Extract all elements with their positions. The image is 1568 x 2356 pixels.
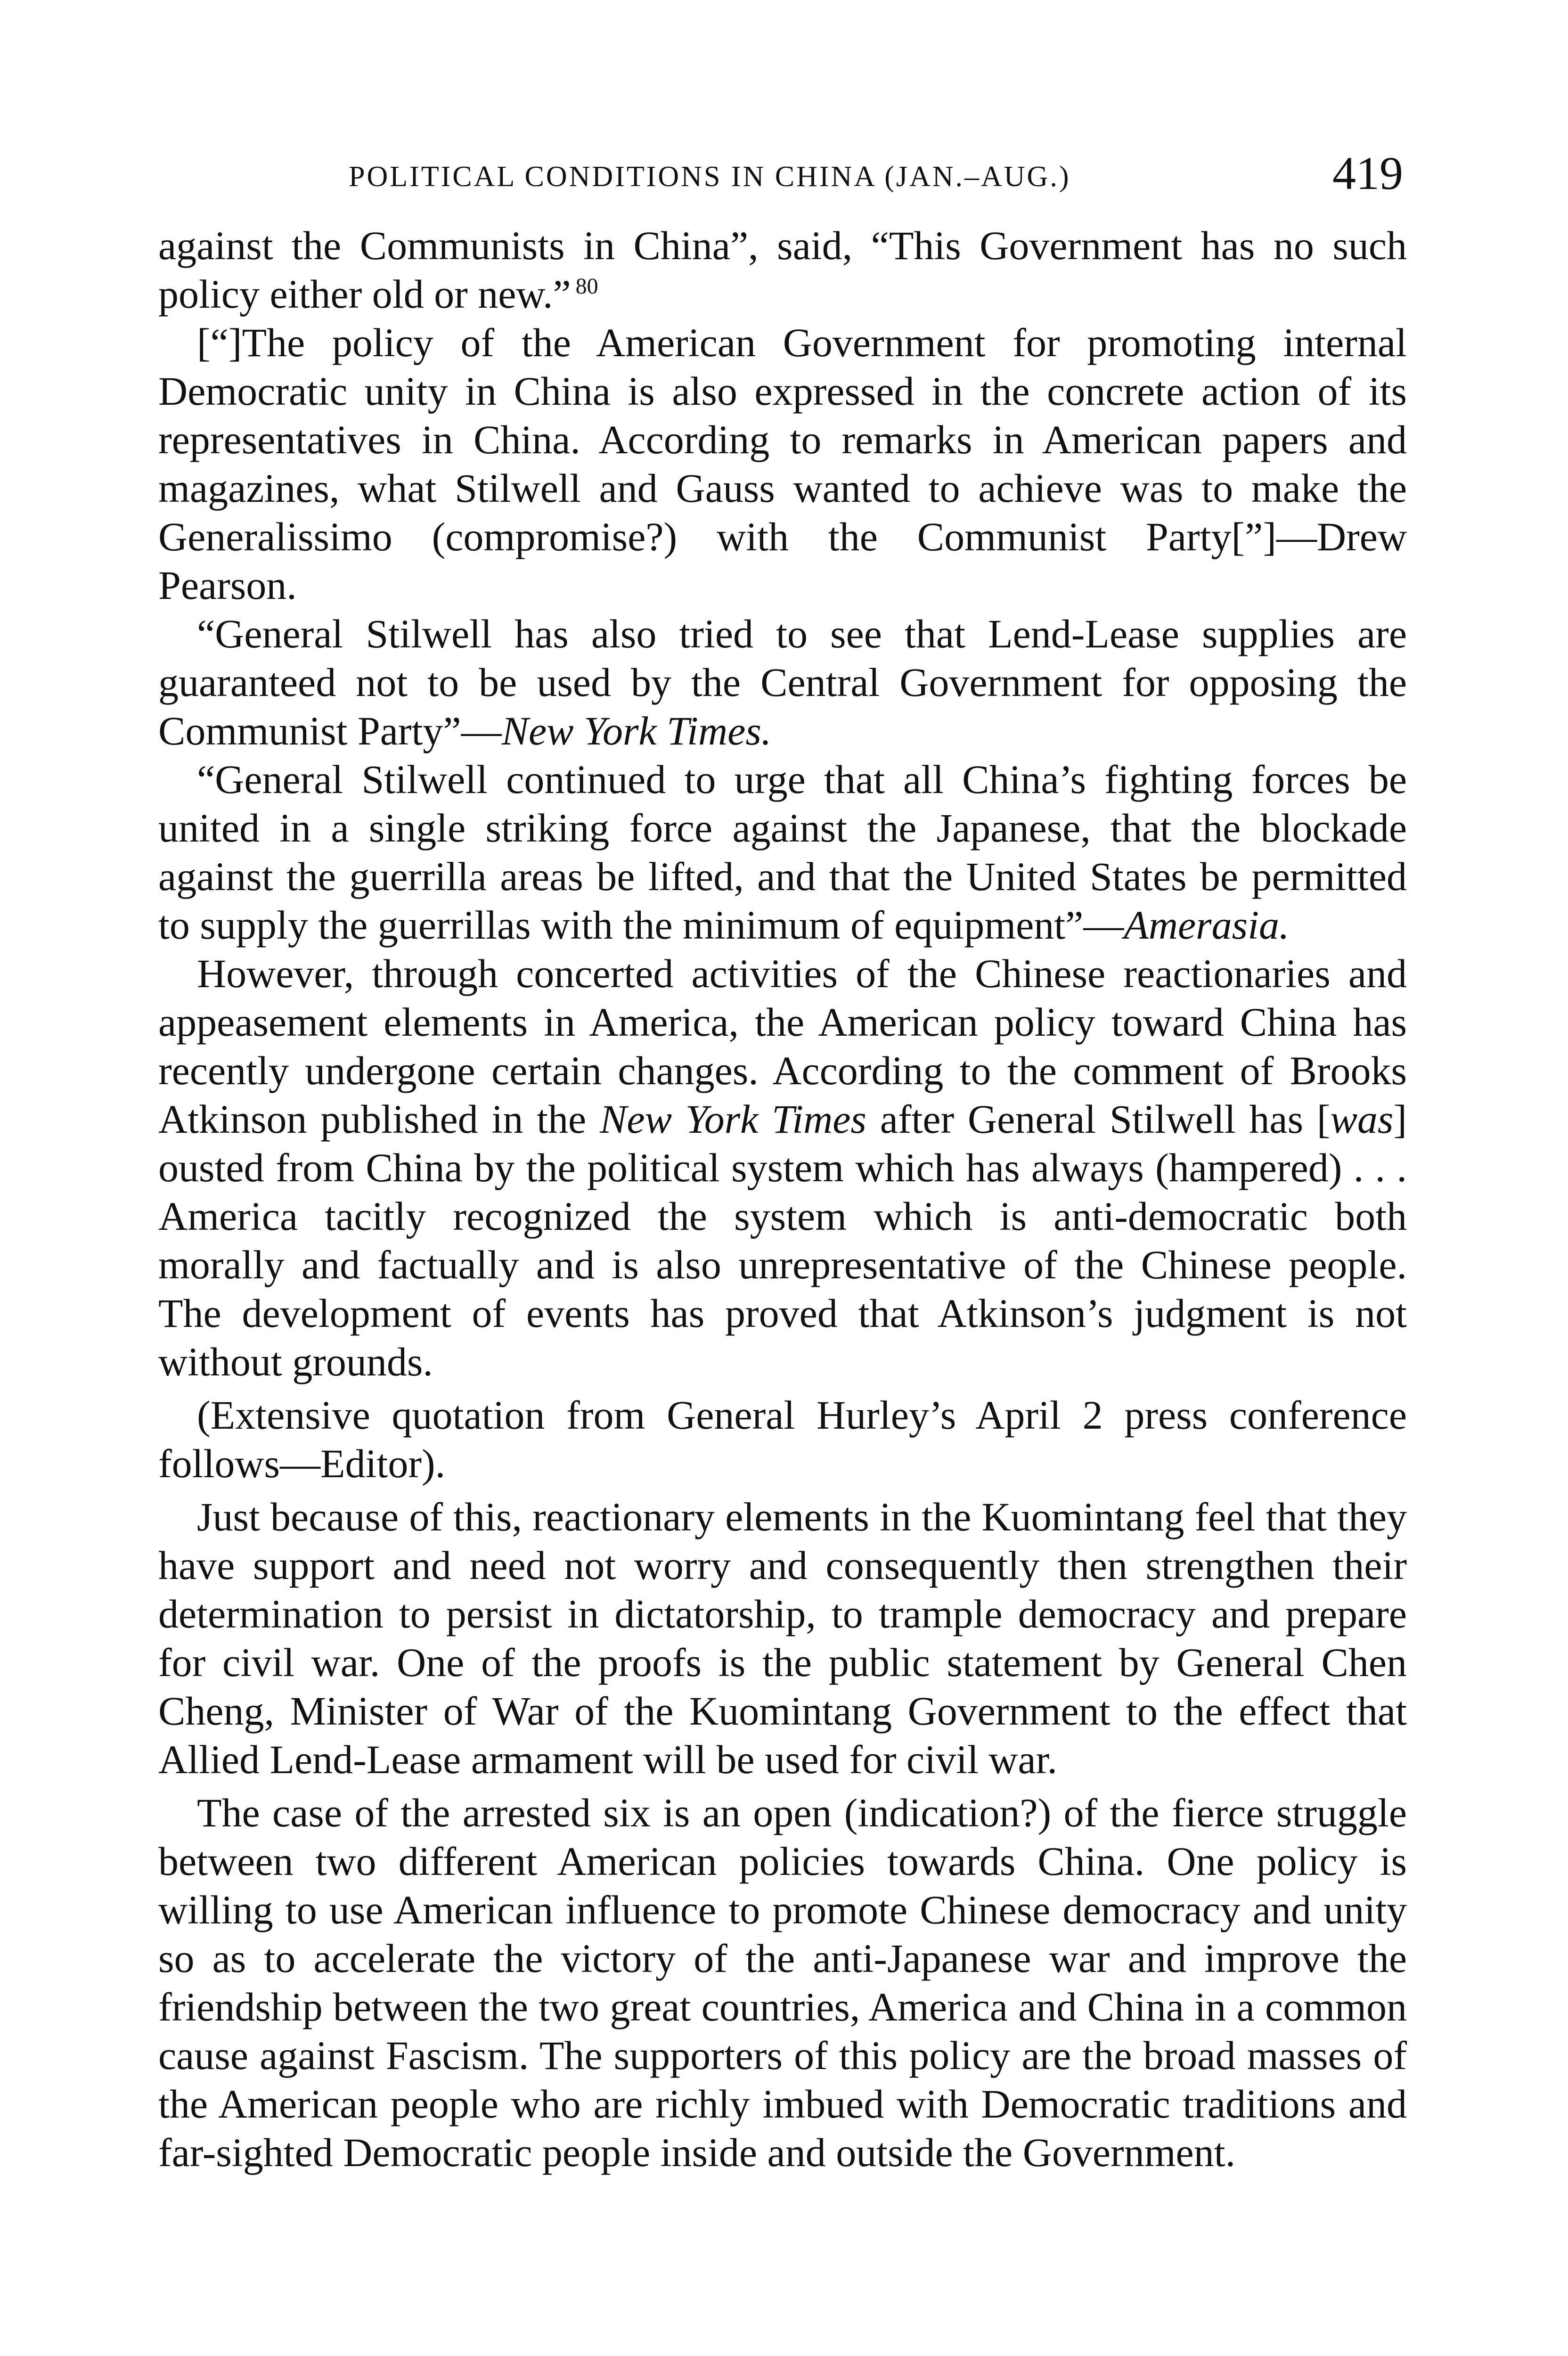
running-title: POLITICAL CONDITIONS IN CHINA (JAN.–AUG.) xyxy=(349,161,1071,193)
page-number: 419 xyxy=(1332,147,1403,199)
paragraph-4-source: Amerasia. xyxy=(1124,902,1290,948)
paragraph-7-text: Just because of this, reactionary elements in the Kuomintang feel that they have support and need not worry and consequently then strengthen their determination to persist in dictatorship, to trample democracy and prepare for civil war. One of the proofs is the public statement by General Chen Cheng, Minister of War of the Kuomintang Government to the effect that Allied Lend-Lease armament will be used for civil war. xyxy=(158,1494,1407,1782)
paragraph-2-text: [“]The policy of the American Government for promoting internal Democratic unity in China is also expressed in the concrete action of its representatives in China. According to remarks in American papers and magazines, what Stilwell and Gauss wanted to achieve was to make the Generalissimo (compromise?) with the Communist Party[”]—Drew Pearson. xyxy=(158,320,1407,608)
paragraph-5-text-b: after General Stilwell has [ xyxy=(866,1096,1331,1142)
paragraph-7 xyxy=(158,1493,1407,1784)
paragraph-6-text: (Extensive quotation from General Hurley’s April 2 press conference follows—Editor). xyxy=(158,1392,1407,1486)
paragraph-2 xyxy=(158,319,1407,610)
paragraph-5 xyxy=(158,949,1407,1386)
paragraph-5-editorial-insert: was xyxy=(1330,1096,1394,1142)
paragraph-3-text: “General Stilwell has also tried to see that Lend-Lease supplies are guaranteed not to be used by the Central Government for opposing the Communist Party”— xyxy=(158,611,1407,753)
paragraph-8-text: The case of the arrested six is an open (indication?) of the fierce struggle between two different American policies towards China. One policy is willing to use American influence to promote Chinese democracy and unity so as to accelerate the victory of the anti-Japanese war and improve the friendship between the two great countries, America and China in a common cause against Fascism. The supporters of this policy are the broad masses of the American people who are richly imbued with Democratic traditions and far-sighted Democratic people inside and outside the Government. xyxy=(158,1790,1407,2175)
paragraph-8 xyxy=(158,1789,1407,2177)
paragraph-3 xyxy=(158,610,1407,755)
paragraph-5-text-a: However, through concerted activities of the Chinese reactionaries and appeasement elements in America, the American policy toward China has recently undergone certain changes. According to the comment of Brooks Atkinson published in the xyxy=(158,951,1407,1142)
paragraph-5-newspaper: New York Times xyxy=(600,1096,866,1142)
paragraph-3-source: New York Times. xyxy=(501,708,772,753)
paragraph-4 xyxy=(158,755,1407,949)
paragraph-1 xyxy=(158,221,1407,319)
body-text xyxy=(158,221,1407,2177)
paragraph-4-text: “General Stilwell continued to urge that all China’s fighting forces be united in a single striking force against the Japanese, that the blockade against the guerrilla areas be lifted, and that the United States be permitted to supply the guerrillas with the minimum of equipment”— xyxy=(158,757,1407,948)
paragraph-1-text: against the Communists in China”, said, “This Government has no such policy either old or new.” xyxy=(158,223,1407,317)
paragraph-5-text-c: ] ousted from China by the political system which has always (hampered) . . . America tacitly recognized the system which is anti-democratic both morally and factually and is also unrepresentative of the Chinese people. The development of events has proved that Atkinson’s judgment is not without grounds. xyxy=(158,1096,1407,1384)
footnote-reference: 80 xyxy=(575,274,598,299)
running-head xyxy=(0,146,1568,212)
paragraph-6 xyxy=(158,1391,1407,1488)
